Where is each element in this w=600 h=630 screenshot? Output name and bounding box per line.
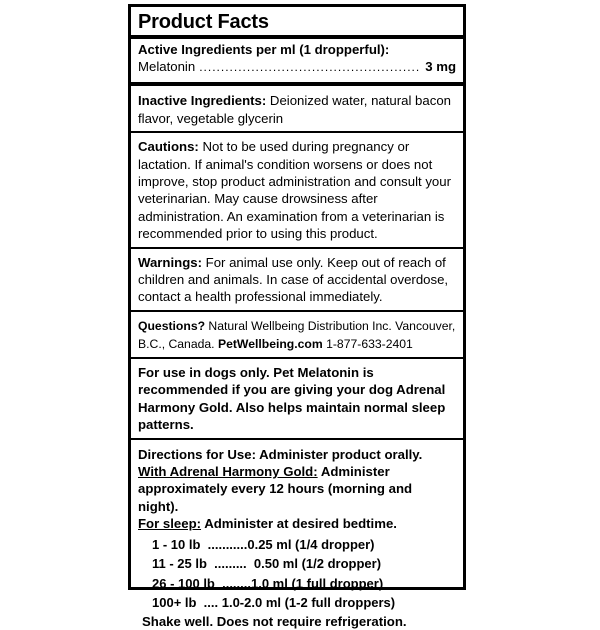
product-facts-panel bbox=[128, 4, 466, 590]
directions-section bbox=[138, 440, 456, 630]
sleep-text: Administer at desired bedtime. bbox=[201, 516, 397, 531]
questions-label: Questions? bbox=[138, 319, 205, 333]
active-ingredients-section bbox=[138, 39, 456, 76]
panel-title: Product Facts bbox=[138, 10, 456, 34]
questions-text: Natural Wellbeing Distribution Inc. Vancouver, B.C., Canada. bbox=[138, 319, 455, 351]
cautions-label: Cautions: bbox=[138, 139, 199, 154]
sleep-label: For sleep: bbox=[138, 516, 201, 531]
dot-leader bbox=[199, 58, 421, 76]
ingredient-name: Melatonin bbox=[138, 58, 195, 76]
inactive-ingredients-section bbox=[138, 86, 456, 131]
inactive-label: Inactive Ingredients: bbox=[138, 93, 266, 108]
warnings-text: For animal use only. Keep out of reach of children and animals. In case of accidental overdose, contact a health professional immediately. bbox=[138, 255, 448, 305]
dosage-row: 11 - 25 lb ......... 0.50 ml (1/2 dropper) bbox=[138, 554, 456, 574]
website-link[interactable]: PetWellbeing.com bbox=[218, 337, 323, 351]
directions-with-gold bbox=[138, 463, 456, 515]
warnings-label: Warnings: bbox=[138, 255, 202, 270]
inactive-text: Deionized water, natural bacon flavor, vegetable glycerin bbox=[138, 93, 451, 125]
dosage-row: 1 - 10 lb ...........0.25 ml (1/4 dropper) bbox=[138, 535, 456, 555]
phone-number: 1-877-633-2401 bbox=[323, 337, 413, 351]
usage-note: For use in dogs only. Pet Melatonin is recommended if you are giving your dog Adrenal Harmony Gold. Also helps maintain normal sleep patterns. bbox=[138, 359, 456, 438]
dosage-table bbox=[138, 535, 456, 613]
with-gold-text: Administer approximately every 12 hours (morning and night). bbox=[138, 464, 412, 514]
ingredient-amount: 3 mg bbox=[425, 58, 456, 76]
ingredient-row bbox=[138, 58, 456, 76]
warnings-section bbox=[138, 249, 456, 310]
dosage-row: 100+ lb .... 1.0-2.0 ml (1-2 full droppers) bbox=[138, 593, 456, 613]
directions-sleep bbox=[138, 515, 456, 532]
active-ingredients-heading: Active Ingredients per ml (1 dropperful): bbox=[138, 41, 456, 58]
cautions-text: Not to be used during pregnancy or lactation. If animal's condition worsens or does not improve, stop product administration and consult your veterinarian. May cause drowsiness after administration. An examination from a veterinarian is recommended prior to using this product. bbox=[138, 139, 451, 241]
dosage-row: 26 - 100 lb ........1.0 ml (1 full dropper) bbox=[138, 574, 456, 594]
directions-intro: Directions for Use: Administer product orally. bbox=[138, 446, 456, 463]
cautions-section bbox=[138, 133, 456, 246]
questions-section bbox=[138, 312, 456, 357]
directions-closing: Shake well. Does not require refrigeration. bbox=[138, 613, 456, 630]
with-gold-label: With Adrenal Harmony Gold: bbox=[138, 464, 318, 479]
